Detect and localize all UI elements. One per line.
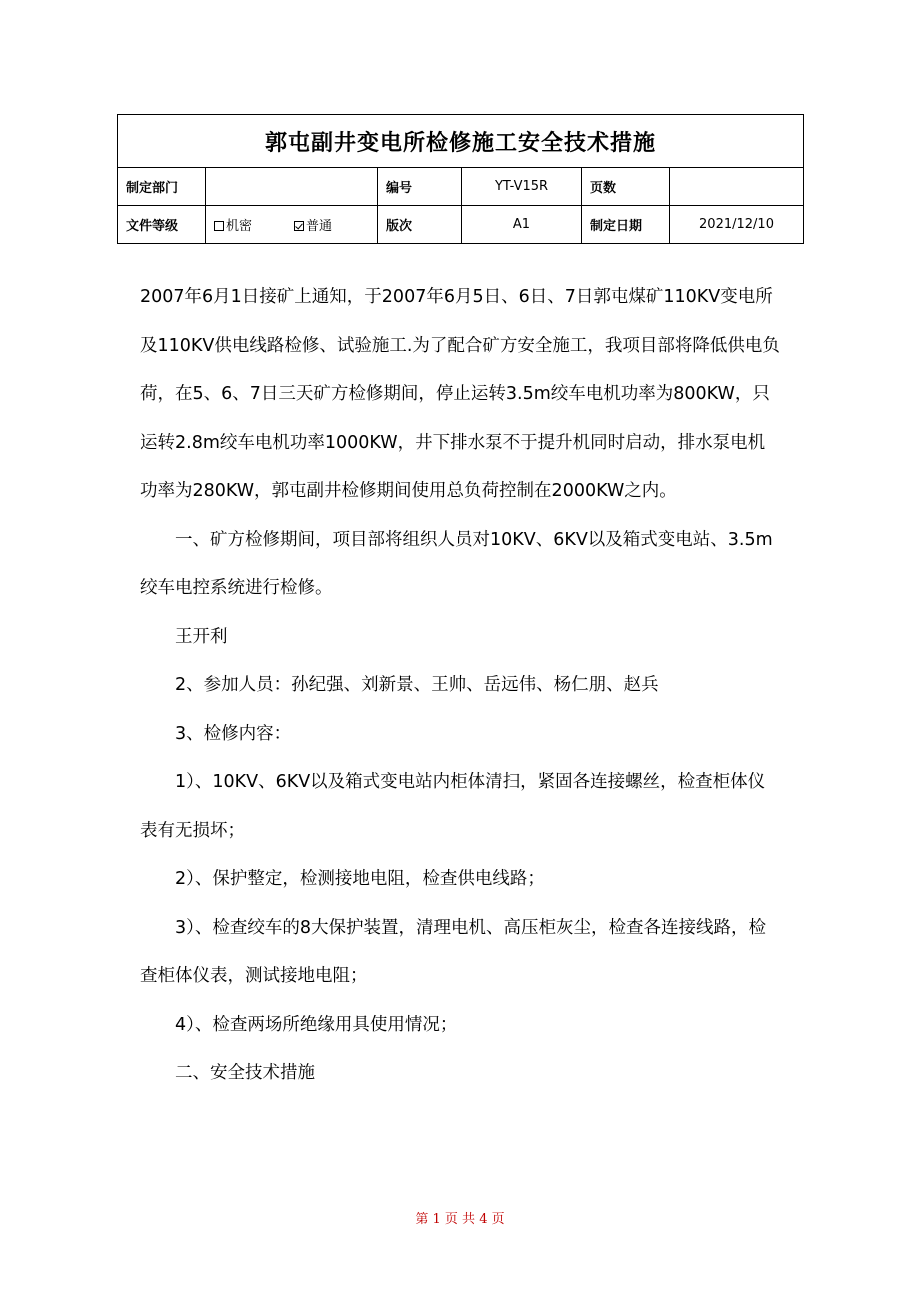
paragraph-item-4: 4）、检查两场所绝缘用具使用情况； — [175, 1014, 458, 1035]
level-option-secret[interactable] — [214, 219, 252, 234]
pages-label: 页数 — [582, 168, 670, 206]
paragraph-section-2: 二、安全技术措施 — [175, 1063, 315, 1083]
paragraph-content-heading: 3、检修内容： — [175, 723, 292, 744]
checkbox-checked-icon — [294, 221, 304, 231]
level-option-normal[interactable] — [294, 219, 332, 234]
paragraph-intro: 2007年6月1日接矿上通知，于2007年6月5日、6日、7日郭屯煤矿110KV变电所及110KV供电线路检修、试验施工.为了配合矿方安全施工，我项目部将降低供电负荷，在5、6、7日三天矿方检修期间，停止运转3.5m绞车电机功率为800KW，只运转2.8m绞车电机功率1000KW，井下排水泵不于提升机同时启动，排水泵电机功率为280KW，郭屯副井检修期间使用总负荷控制在2000KW之内。 — [140, 287, 780, 501]
dept-label: 制定部门 — [118, 168, 206, 206]
checkbox-empty-icon — [214, 221, 224, 231]
level-options — [206, 206, 378, 244]
level-label: 文件等级 — [118, 206, 206, 244]
document-body — [140, 273, 782, 1098]
paragraph-item-3: 3）、检查绞车的8大保护装置，清理电机、高压柜灰尘，检查各连接线路，检查柜体仪表，测试接地电阻； — [140, 917, 767, 986]
dept-value — [206, 168, 378, 206]
document-title: 郭屯副井变电所检修施工安全技术措施 — [118, 115, 804, 168]
version-value: A1 — [462, 206, 582, 244]
pages-value — [670, 168, 804, 206]
level-option-secret-label: 机密 — [226, 219, 253, 234]
version-label: 版次 — [378, 206, 462, 244]
paragraph-item-2: 2）、保护整定，检测接地电阻，检查供电线路； — [175, 869, 545, 889]
date-label: 制定日期 — [582, 206, 670, 244]
page-footer: 第 1 页 共 4 页 — [415, 1212, 505, 1227]
paragraph-item-1: 1）、10KV、6KV以及箱式变电站内柜体清扫，紧固各连接螺丝，检查柜体仪表有无损坏； — [140, 772, 766, 841]
code-label: 编号 — [378, 168, 462, 206]
date-value: 2021/12/10 — [670, 206, 804, 244]
level-option-normal-label: 普通 — [306, 219, 333, 234]
paragraph-leader: 王开利 — [175, 626, 228, 647]
paragraph-participants: 2、参加人员：孙纪强、刘新景、王帅、岳远伟、杨仁朋、赵兵 — [175, 675, 659, 695]
document-header-table — [117, 114, 804, 244]
paragraph-section-1: 一、矿方检修期间，项目部将组织人员对10KV、6KV以及箱式变电站、3.5m绞车电控系统进行检修。 — [140, 529, 773, 598]
code-value: YT-V15R — [462, 168, 582, 206]
